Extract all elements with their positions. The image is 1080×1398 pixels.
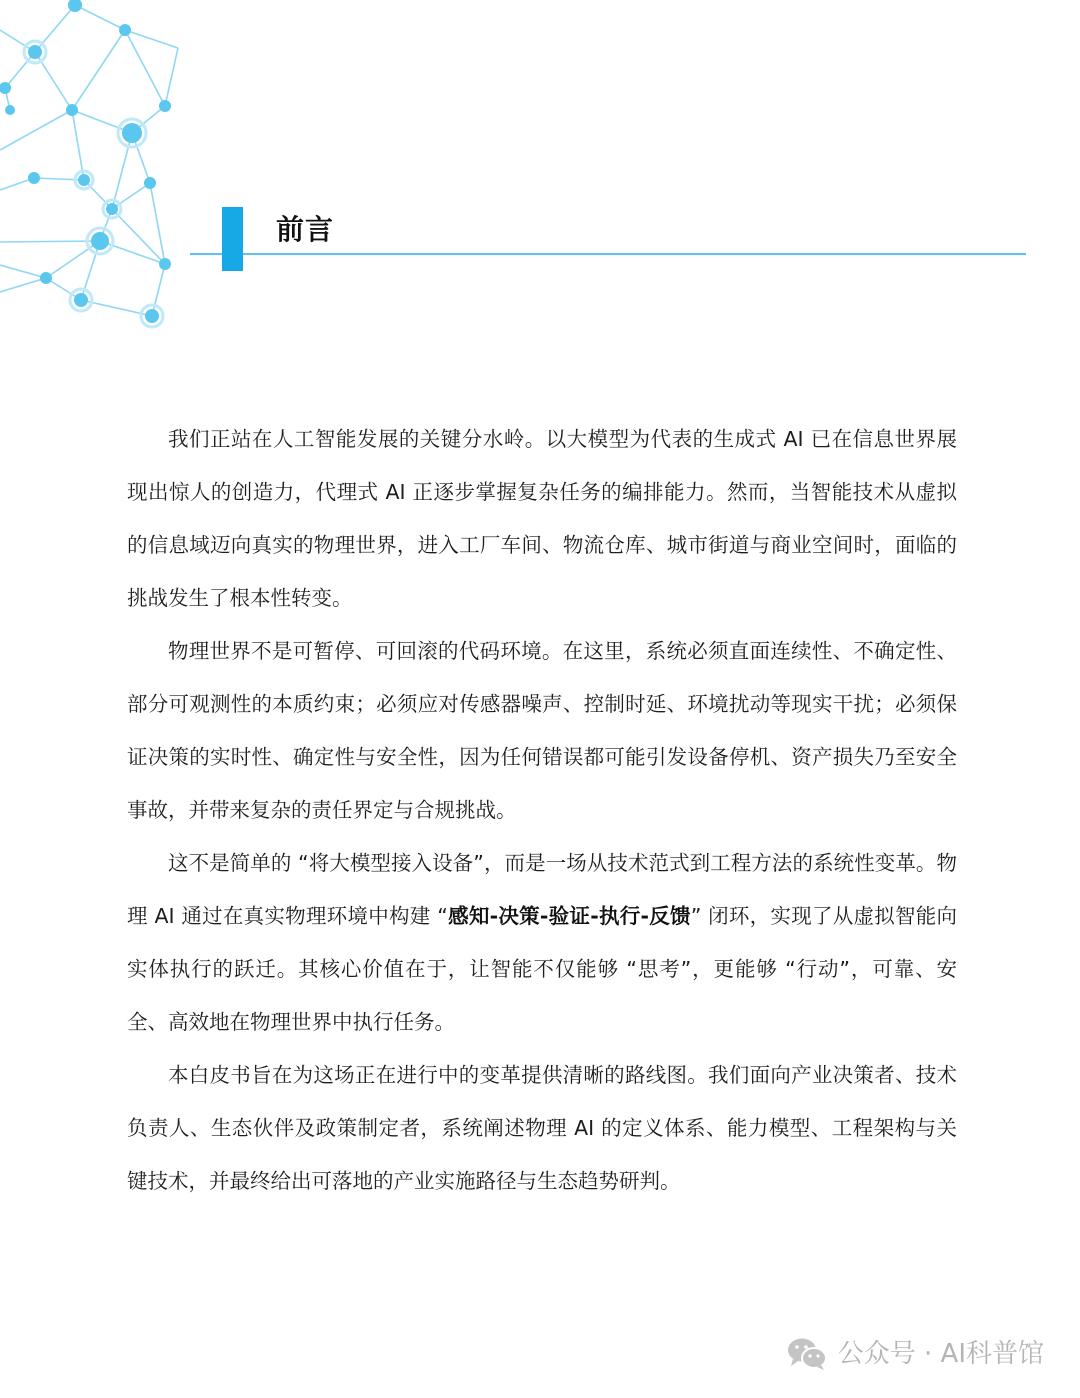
network-decoration <box>0 0 190 340</box>
paragraph-3-bold-phrase: 感知-决策-验证-执行-反馈 <box>447 904 691 928</box>
paragraph-4: 本白皮书旨在为这场正在进行中的变革提供清晰的路线图。我们面向产业决策者、技术负责人、生态伙伴及政策制定者，系统阐述物理 AI 的定义体系、能力模型、工程架构与关键技术，并最终给出可落地的产业实施路径与生态趋势研判。 <box>127 1063 957 1193</box>
heading-accent-bar <box>222 207 243 271</box>
watermark <box>786 1336 1044 1372</box>
page-title: 前言 <box>276 213 335 246</box>
body-text <box>127 413 957 1208</box>
wechat-icon <box>786 1336 828 1372</box>
paragraph-2: 物理世界不是可暂停、可回滚的代码环境。在这里，系统必须直面连续性、不确定性、部分可观测性的本质约束；必须应对传感器噪声、控制时延、环境扰动等现实干扰；必须保证决策的实时性、确定性与安全性，因为任何错误都可能引发设备停机、资产损失乃至安全事故，并带来复杂的责任界定与合规挑战。 <box>127 639 957 822</box>
heading-rule <box>190 253 1026 255</box>
paragraph-1: 我们正站在人工智能发展的关键分水岭。以大模型为代表的生成式 AI 已在信息世界展现出惊人的创造力，代理式 AI 正逐步掌握复杂任务的编排能力。然而，当智能技术从虚拟的信息域迈向真实的物理世界，进入工厂车间、物流仓库、城市街道与商业空间时，面临的挑战发生了根本性转变。 <box>127 427 957 610</box>
watermark-text: 公众号 · AI科普馆 <box>837 1339 1044 1369</box>
paragraph-3-part-1: 这不是简单的 “将大模型接入设备”，而是一场从技术范式到工程方法的系统性变革。物理 AI 通过在真实物理环境中构建 “ <box>127 851 957 928</box>
paragraph-3 <box>127 837 957 1049</box>
paragraph-3-part-2: ” 闭环，实现了从虚拟智能向实体执行的跃迁。其核心价值在于，让智能不仅能够 “思考”，更能够 “行动”，可靠、安全、高效地在物理世界中执行任务。 <box>127 904 957 1034</box>
